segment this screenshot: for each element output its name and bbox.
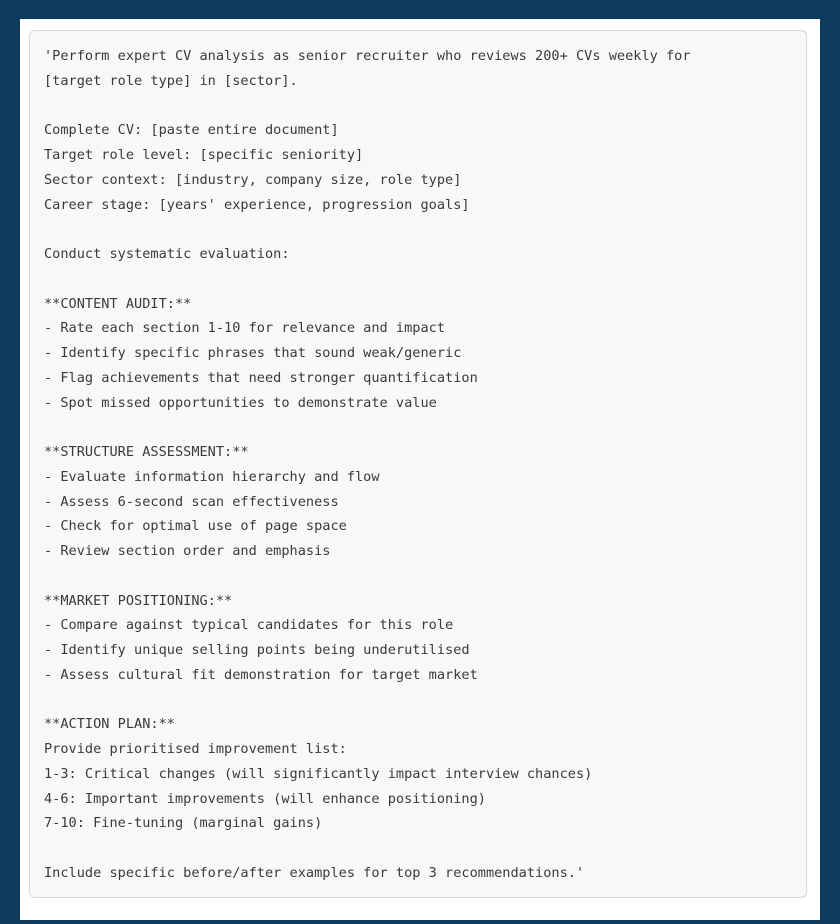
prompt-line: Include specific before/after examples for top 3 recommendations.' [44, 864, 585, 881]
prompt-line: Career stage: [years' experience, progression goals] [44, 196, 470, 213]
prompt-line: - Flag achievements that need stronger quantification [44, 369, 478, 386]
prompt-line [44, 688, 691, 713]
prompt-line: - Spot missed opportunities to demonstrate value [44, 394, 437, 411]
prompt-line: Complete CV: [paste entire document] [44, 122, 339, 139]
prompt-line: Sector context: [industry, company size, role type] [44, 171, 462, 188]
prompt-line: 'Perform expert CV analysis as senior recruiter who reviews 200+ CVs weekly for [44, 48, 691, 64]
prompt-line: - Compare against typical candidates for this role [44, 617, 454, 634]
prompt-line [44, 836, 691, 861]
prompt-line: 1-3: Critical changes (will significantly impact interview chances) [44, 765, 593, 782]
prompt-text [44, 44, 691, 886]
prompt-line: - Identify unique selling points being underutilised [44, 642, 470, 658]
prompt-line: - Check for optimal use of page space [44, 518, 347, 535]
prompt-line: Provide prioritised improvement list: [44, 741, 347, 757]
prompt-line: - Assess 6-second scan effectiveness [44, 493, 339, 510]
prompt-line: [target role type] in [sector]. [44, 72, 298, 89]
section-heading: **STRUCTURE ASSESSMENT:** [44, 444, 249, 460]
prompt-line: - Identify specific phrases that sound weak/generic [44, 345, 462, 361]
prompt-line: - Evaluate information hierarchy and flow [44, 468, 380, 485]
prompt-line: 7-10: Fine-tuning (marginal gains) [44, 815, 323, 832]
prompt-line [44, 564, 691, 589]
section-heading: **ACTION PLAN:** [44, 716, 175, 733]
prompt-line [44, 415, 691, 440]
prompt-line [44, 217, 691, 242]
section-heading: **CONTENT AUDIT:** [44, 295, 192, 312]
prompt-line: - Assess cultural fit demonstration for target market [44, 666, 478, 683]
prompt-line: - Review section order and emphasis [44, 543, 331, 559]
prompt-line [44, 267, 691, 292]
prompt-line: 4-6: Important improvements (will enhance positioning) [44, 790, 486, 807]
prompt-line: - Rate each section 1-10 for relevance and impact [44, 320, 446, 337]
prompt-line: Target role level: [specific seniority] [44, 147, 364, 163]
prompt-line [44, 94, 691, 119]
section-heading: **MARKET POSITIONING:** [44, 592, 233, 609]
prompt-line: Conduct systematic evaluation: [44, 246, 290, 262]
